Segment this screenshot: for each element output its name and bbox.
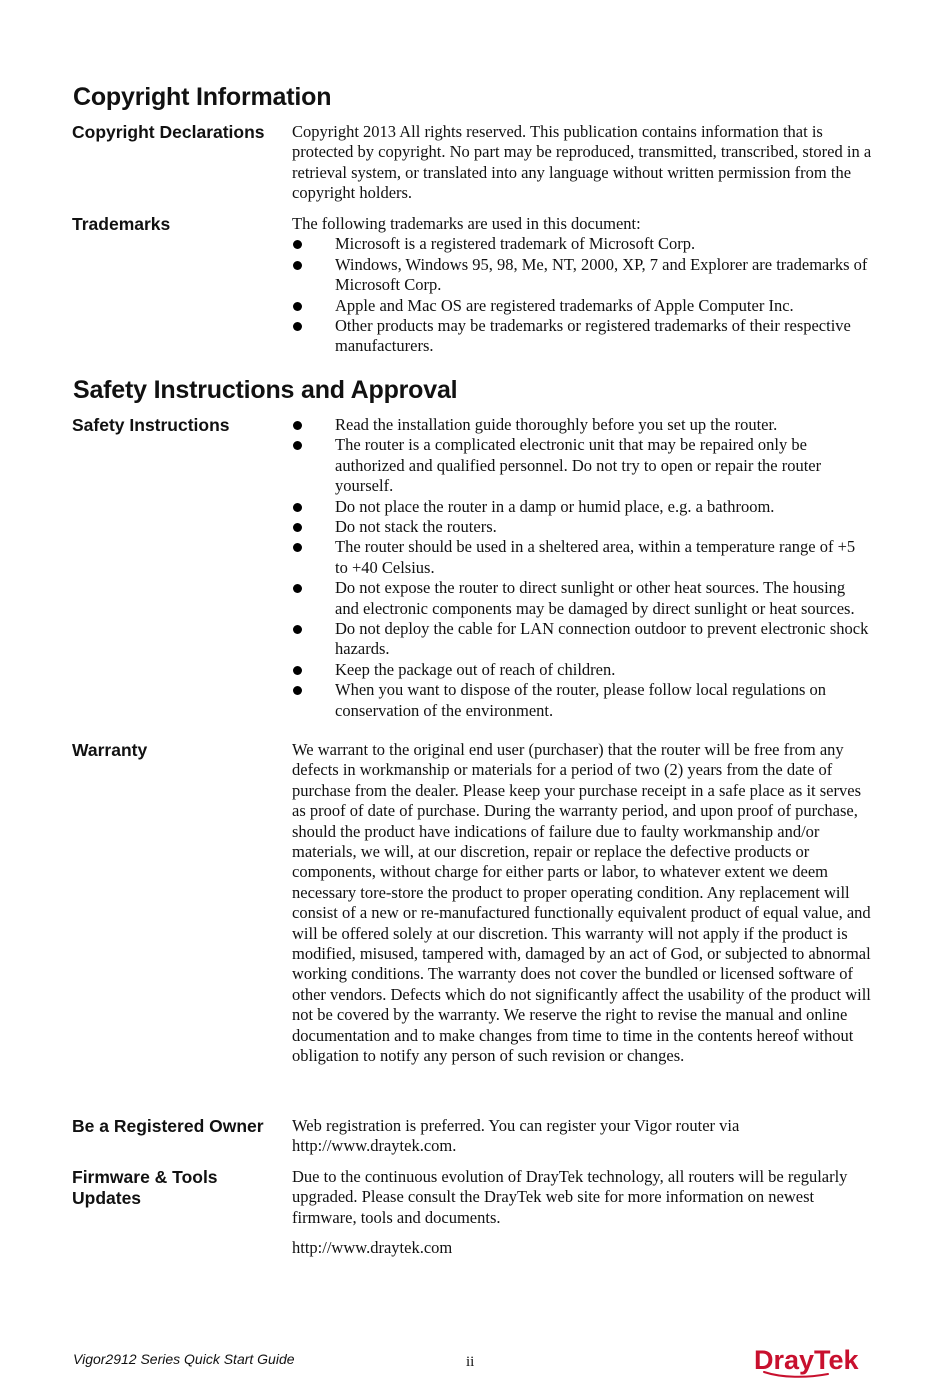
registered-owner-body bbox=[292, 1116, 872, 1157]
registered-owner-label: Be a Registered Owner bbox=[72, 1116, 264, 1136]
draytek-logo bbox=[752, 1341, 874, 1381]
footer-page-number: ii bbox=[466, 1354, 475, 1370]
list-item: Do not stack the routers. bbox=[292, 517, 872, 537]
trademarks-intro: The following trademarks are used in this document: bbox=[292, 214, 641, 233]
list-item: The router is a complicated electronic unit that may be repaired only be authorized and qualified personnel. Do not try to open or repair the router yourself. bbox=[292, 435, 872, 496]
list-item: Windows, Windows 95, 98, Me, NT, 2000, XP, 7 and Explorer are trademarks of Microsoft Corp. bbox=[292, 255, 872, 296]
registered-owner-paragraph: Web registration is preferred. You can register your Vigor router via http://www.draytek.com. bbox=[292, 1116, 740, 1156]
firmware-updates-paragraph: Due to the continuous evolution of DrayTek technology, all routers will be regularly upgraded. Please consult the DrayTek web site for more information on newest firmware, tools and documents. bbox=[292, 1167, 848, 1227]
safety-instructions-body bbox=[292, 415, 872, 721]
warranty-paragraph: We warrant to the original end user (purchaser) that the router will be free from any defects in workmanship or materials for a period of two (2) years from the date of purchase from the dealer. Please keep your purchase receipt in a safe place as it serves as proof of date of purchase. During the warranty period, and upon proof of purchase, should the product have indications of failure due to faulty workmanship and/or materials, we will, at our discretion, repair or replace the defective products or components, without charge for either parts or labor, to whatever extent we deem necessary tore-store the product to proper operating condition. Any replacement will consist of a new or re-manufactured functionally equivalent product of equal value, and will be offered solely at our discretion. This warranty will not apply if the product is modified, misused, tampered with, damaged by an act of God, or subjected to abnormal working conditions. The warranty does not cover the bundled or licensed software of other vendors. Defects which do not significantly affect the usability of the product will not be covered by the warranty. We reserve the right to revise the manual and online documentation and to make changes from time to time in the contents hereof without obligation to notify any person of such revision or changes. bbox=[292, 740, 871, 1066]
trademarks-list bbox=[292, 234, 872, 356]
trademarks-body bbox=[292, 214, 872, 357]
list-item: Do not deploy the cable for LAN connection outdoor to prevent electronic shock hazards. bbox=[292, 619, 872, 660]
copyright-heading: Copyright Information bbox=[73, 83, 332, 111]
list-item: Do not expose the router to direct sunlight or other heat sources. The housing and electronic components may be damaged by direct sunlight or heat sources. bbox=[292, 578, 872, 619]
copyright-declarations-paragraph: Copyright 2013 All rights reserved. This publication contains information that is protected by copyright. No part may be reproduced, transmitted, transcribed, stored in a retrieval system, or translated into any language without written permission from the copyright holders. bbox=[292, 122, 872, 203]
safety-heading: Safety Instructions and Approval bbox=[73, 376, 458, 404]
firmware-url-link[interactable]: http://www.draytek.com bbox=[292, 1238, 453, 1258]
copyright-declarations-text bbox=[292, 122, 872, 204]
firmware-updates-label: Firmware & Tools Updates bbox=[72, 1167, 218, 1208]
firmware-updates-body bbox=[292, 1167, 872, 1259]
trademarks-label: Trademarks bbox=[72, 214, 171, 234]
list-item: Keep the package out of reach of children. bbox=[292, 660, 872, 680]
footer-document-title: Vigor2912 Series Quick Start Guide bbox=[73, 1351, 295, 1367]
warranty-label: Warranty bbox=[72, 740, 148, 760]
safety-instructions-label: Safety Instructions bbox=[72, 415, 230, 435]
safety-instructions-list bbox=[292, 415, 872, 721]
warranty-body bbox=[292, 740, 872, 1067]
list-item: Other products may be trademarks or registered trademarks of their respective manufacturers. bbox=[292, 316, 872, 357]
logo-wordmark: DrayTek bbox=[754, 1345, 859, 1375]
list-item: The router should be used in a sheltered area, within a temperature range of +5 to +40 Celsius. bbox=[292, 537, 872, 578]
copyright-declarations-label: Copyright Declarations bbox=[72, 122, 265, 142]
list-item: Do not place the router in a damp or humid place, e.g. a bathroom. bbox=[292, 497, 872, 517]
list-item: When you want to dispose of the router, please follow local regulations on conservation of the environment. bbox=[292, 680, 872, 721]
list-item: Microsoft is a registered trademark of Microsoft Corp. bbox=[292, 234, 872, 254]
list-item: Read the installation guide thoroughly before you set up the router. bbox=[292, 415, 872, 435]
list-item: Apple and Mac OS are registered trademarks of Apple Computer Inc. bbox=[292, 296, 872, 316]
